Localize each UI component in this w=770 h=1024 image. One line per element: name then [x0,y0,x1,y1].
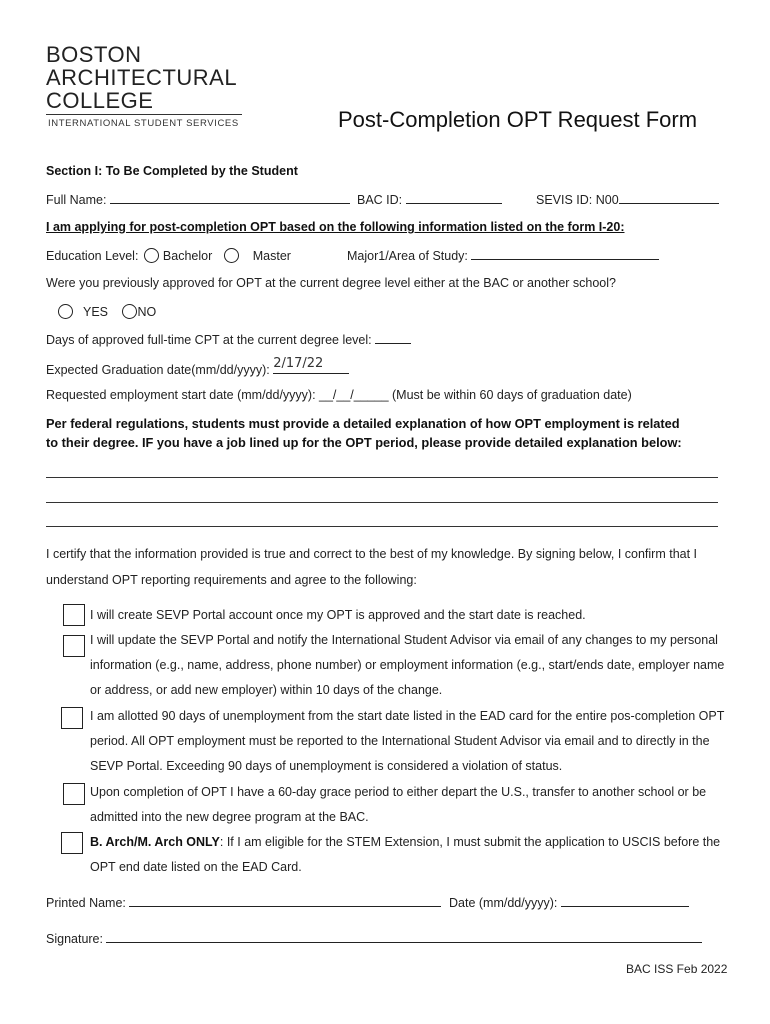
graduation-label: Expected Graduation date(mm/dd/yyyy): [46,363,270,377]
printed-name-row [46,895,441,910]
explanation-line-1[interactable] [46,477,718,478]
yes-label: YES [83,305,109,319]
federal-text-line-1: Per federal regulations, students must provide a detailed explanation of how OPT employment is related [46,416,680,431]
cpt-days-field[interactable] [375,332,411,344]
explanation-line-3[interactable] [46,526,718,527]
checkbox-sevp-account[interactable] [63,604,85,626]
date-field[interactable] [561,895,689,907]
date-label: Date (mm/dd/yyyy): [449,896,558,910]
certify-line-1: I certify that the information provided is true and correct to the best of my knowledge. By signing below, I confirm that I [46,547,698,561]
sevis-id-row [536,192,719,207]
checklist-item-4: Upon completion of OPT I have a 60-day grace period to either depart the U.S., transfer to another school or be admitted into the new degree program at the BAC. [90,785,707,824]
checkbox-update-portal[interactable] [63,635,85,657]
footer-version: BAC ISS Feb 2022 [626,962,728,976]
stem-bold-prefix: B. Arch/M. Arch ONLY [90,835,220,849]
major-label: Major1/Area of Study: [347,249,468,263]
logo-divider [46,114,242,115]
printed-name-field[interactable] [129,895,441,907]
graduation-value: 2/17/22 [273,356,324,371]
major-row [347,248,659,263]
checklist-item-5 [90,830,730,880]
logo-college: COLLEGE [46,88,154,113]
bac-id-field[interactable] [406,192,502,204]
federal-text-line-2: to their degree. IF you have a job lined up for the OPT period, please provide detailed explanation below: [46,435,682,450]
bac-id-row [357,192,502,207]
full-name-row [46,192,350,207]
previously-approved-question: Were you previously approved for OPT at the current degree level either at the BAC or another school? [46,276,616,290]
logo-boston: BOSTON [46,42,142,67]
sevis-id-label: SEVIS ID: N00 [536,193,619,207]
certify-line-2: understand OPT reporting requirements and agree to the following: [46,573,417,587]
checkbox-stem-extension[interactable] [61,832,83,854]
education-level-row [46,248,291,263]
stem-text: : If I am eligible for the STEM Extension, I must submit the application to USCIS before the OPT end date listed on the EAD Card. [90,835,721,874]
signature-field[interactable] [106,931,702,943]
checklist-item-2: I will update the SEVP Portal and notify the International Student Advisor via email of any changes to my personal information (e.g., name, address, phone number) or employment information (e.g., start/ends date, employer name or address, or add new employer) within 10 days of the change. [90,633,725,697]
no-radio[interactable] [122,304,137,319]
checkbox-unemployment[interactable] [61,707,83,729]
printed-name-label: Printed Name: [46,896,126,910]
bachelor-radio[interactable] [144,248,159,263]
yes-radio[interactable] [58,304,73,319]
master-radio[interactable] [224,248,239,263]
master-label: Master [252,249,291,263]
full-name-label: Full Name: [46,193,107,207]
graduation-field[interactable] [273,356,349,374]
graduation-row [46,356,349,377]
sevis-id-field[interactable] [619,192,719,204]
no-label: NO [137,305,157,319]
education-level-label: Education Level: [46,249,139,263]
major-field[interactable] [471,248,659,260]
cpt-days-label: Days of approved full-time CPT at the current degree level: [46,333,372,347]
start-date-row: Requested employment start date (mm/dd/yyyy): __/__/_____ (Must be within 60 days of graduation date) [46,388,632,402]
yes-no-row [58,304,156,319]
logo-architectural: ARCHITECTURAL [46,65,238,90]
explanation-line-2[interactable] [46,502,718,503]
signature-label: Signature: [46,932,103,946]
bachelor-label: Bachelor [162,249,213,263]
checklist-item-3: I am allotted 90 days of unemployment from the start date listed in the EAD card for the entire pos-completion OPT period. All OPT employment must be reported to the International Student Advisor via email and to directly in the SEVP Portal. Exceeding 90 days of unemployment is considered a violation of status. [90,709,725,773]
signature-row [46,931,702,946]
cpt-days-row [46,332,411,347]
date-row [449,895,689,910]
applying-statement: I am applying for post-completion OPT based on the following information listed on the form I-20: [46,220,625,234]
form-title: Post-Completion OPT Request Form [338,107,698,132]
bac-id-label: BAC ID: [357,193,403,207]
logo-subtitle: INTERNATIONAL STUDENT SERVICES [48,118,239,129]
section-heading: Section I: To Be Completed by the Student [46,164,298,178]
full-name-field[interactable] [110,192,350,204]
checklist-item-1: I will create SEVP Portal account once my OPT is approved and the start date is reached. [90,608,586,622]
checkbox-grace-period[interactable] [63,783,85,805]
